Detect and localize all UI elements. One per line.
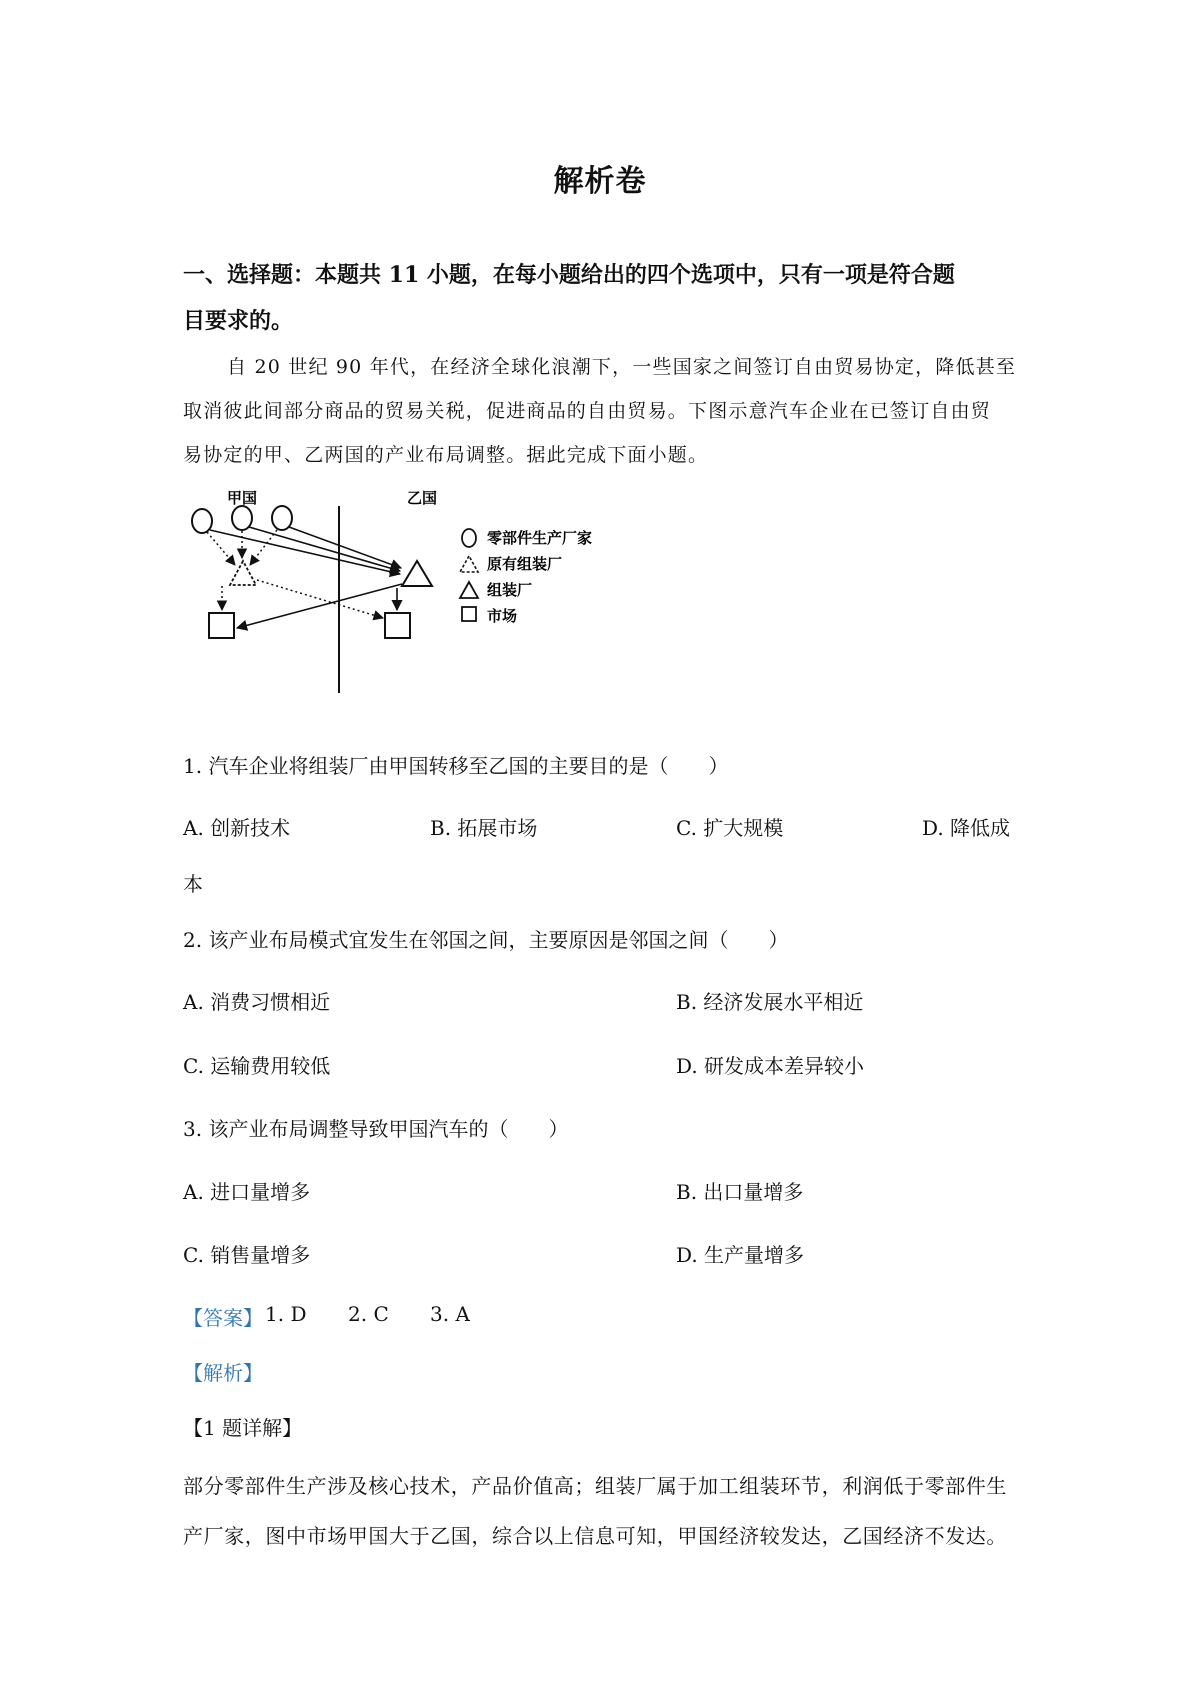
section-heading-line2: 目要求的。 xyxy=(183,308,294,334)
legend-old-plant-label: 原有组装厂 xyxy=(487,555,563,573)
q1-option-c: C. 扩大规模 xyxy=(676,816,784,840)
legend-square-icon xyxy=(462,607,476,621)
q3-option-c: C. 销售量增多 xyxy=(183,1243,311,1267)
question-3-stem: 3. 该产业布局调整导致甲国汽车的（ ） xyxy=(183,1117,569,1141)
legend-plant-label: 组装厂 xyxy=(487,581,533,599)
page-title: 解析卷 xyxy=(553,164,647,199)
section-heading-line1: 一、选择题：本题共 11 小题，在每小题给出的四个选项中，只有一项是符合题 xyxy=(183,262,955,288)
intro-line-1: 自 20 世纪 90 年代，在经济全球化浪潮下，一些国家之间签订自由贸易协定，降低甚至 xyxy=(227,356,1017,378)
market-a-icon xyxy=(209,613,234,638)
answer-item-2: 2. C xyxy=(348,1302,389,1326)
q2-option-b: B. 经济发展水平相近 xyxy=(676,990,864,1014)
answer-item-3: 3. A xyxy=(430,1302,470,1326)
parts-factory-icon xyxy=(232,506,252,530)
answer-item-1: 1. D xyxy=(265,1302,307,1326)
market-b-icon xyxy=(385,613,410,638)
legend-parts-label: 零部件生产厂家 xyxy=(487,529,593,547)
industry-layout-diagram xyxy=(175,478,655,708)
legend-dashed-triangle-icon xyxy=(460,556,478,572)
original-assembly-plant-icon xyxy=(230,561,256,585)
q1-option-d: D. 降低成 xyxy=(922,816,1011,840)
detail-line-1: 部分零部件生产涉及核心技术，产品价值高；组装厂属于加工组装环节，利润低于零部件生 xyxy=(183,1474,1007,1498)
q3-option-b: B. 出口量增多 xyxy=(676,1180,804,1204)
analysis-label: 【解析】 xyxy=(183,1361,263,1385)
answer-label: 【答案】 xyxy=(183,1306,263,1330)
question-1-stem: 1. 汽车企业将组装厂由甲国转移至乙国的主要目的是（ ） xyxy=(183,754,729,778)
detail-line-2: 产厂家，图中市场甲国大于乙国，综合以上信息可知，甲国经济较发达，乙国经济不发达。 xyxy=(183,1524,1007,1548)
q1-option-a: A. 创新技术 xyxy=(183,816,291,840)
parts-factory-icon xyxy=(272,506,292,530)
country-b-label: 乙国 xyxy=(407,489,438,507)
legend-circle-icon xyxy=(462,529,476,547)
assembly-plant-icon xyxy=(402,561,432,586)
intro-line-3: 易协定的甲、乙两国的产业布局调整。据此完成下面小题。 xyxy=(183,444,709,466)
intro-line-2: 取消彼此间部分商品的贸易关税，促进商品的自由贸易。下图示意汽车企业在已签订自由贸 xyxy=(183,400,992,422)
q2-option-c: C. 运输费用较低 xyxy=(183,1054,331,1078)
country-a-label: 甲国 xyxy=(227,489,258,507)
legend-market-label: 市场 xyxy=(487,607,518,625)
parts-factory-icon xyxy=(192,509,212,533)
detail-label: 【1 题详解】 xyxy=(183,1416,303,1440)
q2-option-d: D. 研发成本差异较小 xyxy=(676,1054,865,1078)
q2-option-a: A. 消费习惯相近 xyxy=(183,990,331,1014)
legend-triangle-icon xyxy=(460,582,478,598)
q1-option-b: B. 拓展市场 xyxy=(430,816,538,840)
question-2-stem: 2. 该产业布局模式宜发生在邻国之间，主要原因是邻国之间（ ） xyxy=(183,928,789,952)
q1-option-d-wrap: 本 xyxy=(183,872,203,896)
q3-option-a: A. 进口量增多 xyxy=(183,1180,311,1204)
q3-option-d: D. 生产量增多 xyxy=(676,1243,805,1267)
